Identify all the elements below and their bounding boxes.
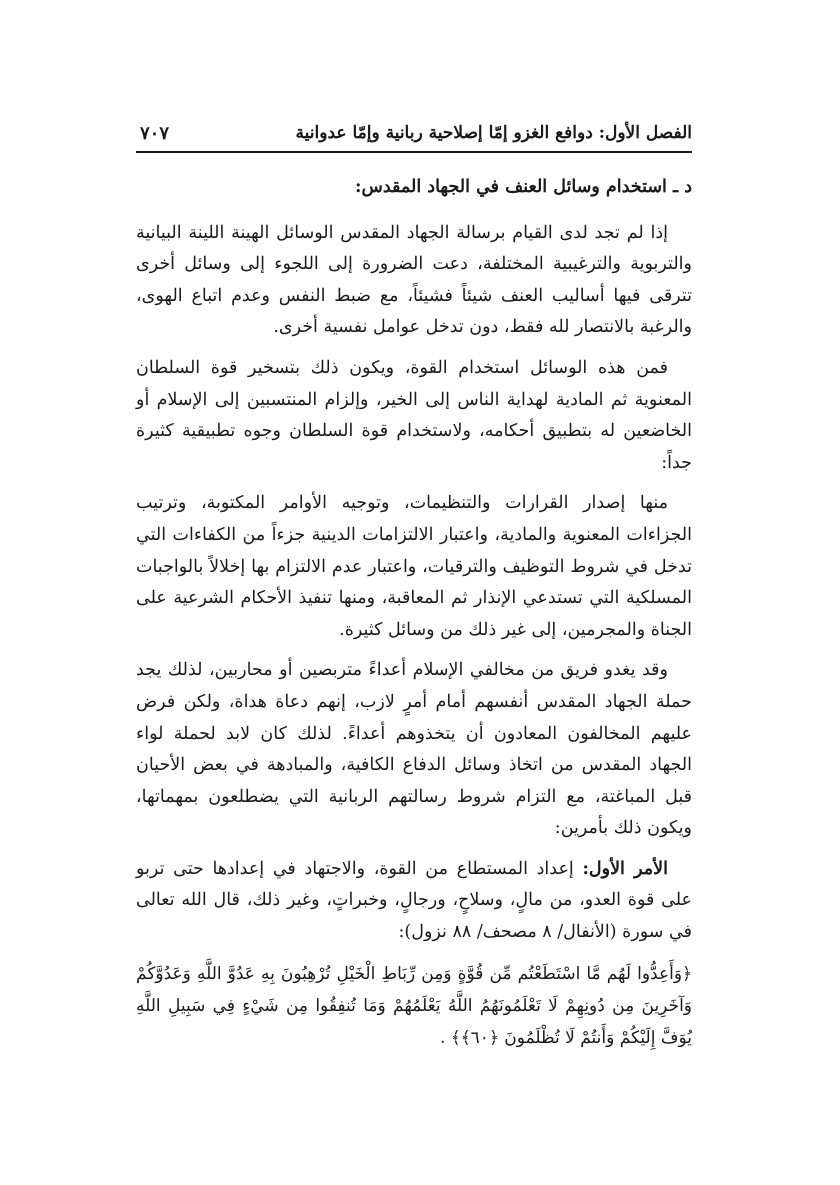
- paragraph-first-matter: [136, 854, 692, 949]
- paragraph-1: إذا لم تجد لدى القيام برسالة الجهاد المقدس الوسائل الهينة اللينة البيانية والتربوية والترغيبية المختلفة، دعت الضرورة إلى اللجوء إلى وسائل أخرى تترقى فيها أساليب العنف شيئاً فشيئاً، مع ضبط النفس وعدم اتباع الهوى، والرغبة بالانتصار لله فقط، دون تدخل عوامل نفسية أخرى.: [136, 222, 692, 338]
- page-header: [136, 117, 692, 153]
- paragraph-4: وقد يغدو فريق من مخالفي الإسلام أعداءً متربصين أو محاربين، لذلك يجد حملة الجهاد المقدس أنفسهم أمام أمرٍ لازب، إنهم دعاة هداة، ولكن فرض عليهم المخالفون المعادون أن يتخذوهم أعداءً. لذلك كان لابد لحملة لواء الجهاد المقدس من اتخاذ وسائل الدفاع الكافية، والمبادهة في بعض الأحيان قبل المباغتة، مع التزام شروط رسالتهم الربانية التي يضطلعون بمهماتها، ويكون ذلك بأمرين:: [136, 660, 692, 839]
- section-heading: د ـ استخدام وسائل العنف في الجهاد المقدس:: [355, 177, 692, 197]
- page-number: ٧٠٧: [140, 123, 170, 144]
- first-matter-text: إعداد المستطاع من القوة، والاجتهاد في إعدادها حتى تربو على قوة العدو، من مالٍ، وسلاحٍ، ورجالٍ، وخبراتٍ، وغير ذلك، قال الله تعالى في سورة (الأنفال/ ٨ مصحف/ ٨٨ نزول):: [136, 858, 692, 943]
- paragraph-3: منها إصدار القرارات والتنظيمات، وتوجيه الأوامر المكتوبة، وترتيب الجزاءات المعنوية والمادية، واعتبار الالتزامات الدينية جزءاً من الكفاءات التي تدخل في شروط التوظيف والترقيات، واعتبار عدم الالتزام بها إخلالاً بالواجبات المسلكية التي تستدعي الإنذار ثم المعاقبة، ومنها تنفيذ الأحكام الشرعية على الجناة والمجرمين، إلى غير ذلك من وسائل كثيرة.: [136, 493, 692, 640]
- paragraph-2: فمن هذه الوسائل استخدام القوة، ويكون ذلك بتسخير قوة السلطان المعنوية ثم المادية لهداية الناس إلى الخير، وإلزام المنتسبين إلى الإسلام أو الخاضعين له بتطبيق أحكامه، ولاستخدام قوة السلطان وجوه تطبيقية كثيرة جداً:: [136, 357, 692, 473]
- quran-verse: ﴿وَأَعِدُّوا لَهُم مَّا اسْتَطَعْتُم مِّن قُوَّةٍ وَمِن رِّبَاطِ الْخَيْلِ تُرْهِبُونَ بِهِ عَدُوَّ اللَّهِ وَعَدُوَّكُمْ وَآخَرِينَ مِن دُونِهِمْ لَا تَعْلَمُونَهُمُ اللَّهُ يَعْلَمُهُمْ وَمَا تُنفِقُوا مِن شَيْءٍ فِي سَبِيلِ اللَّهِ يُوَفَّ إِلَيْكُمْ وَأَنتُمْ لَا تُظْلَمُونَ ﴿٦٠﴾﴾ .: [136, 963, 692, 1048]
- running-title: الفصل الأول: دوافع الغزو إمّا إصلاحية ربانية وإمّا عدوانية: [295, 123, 692, 143]
- first-matter-label: الأمر الأول:: [582, 858, 668, 879]
- page-body: [136, 172, 692, 1054]
- header-rule: [136, 151, 692, 153]
